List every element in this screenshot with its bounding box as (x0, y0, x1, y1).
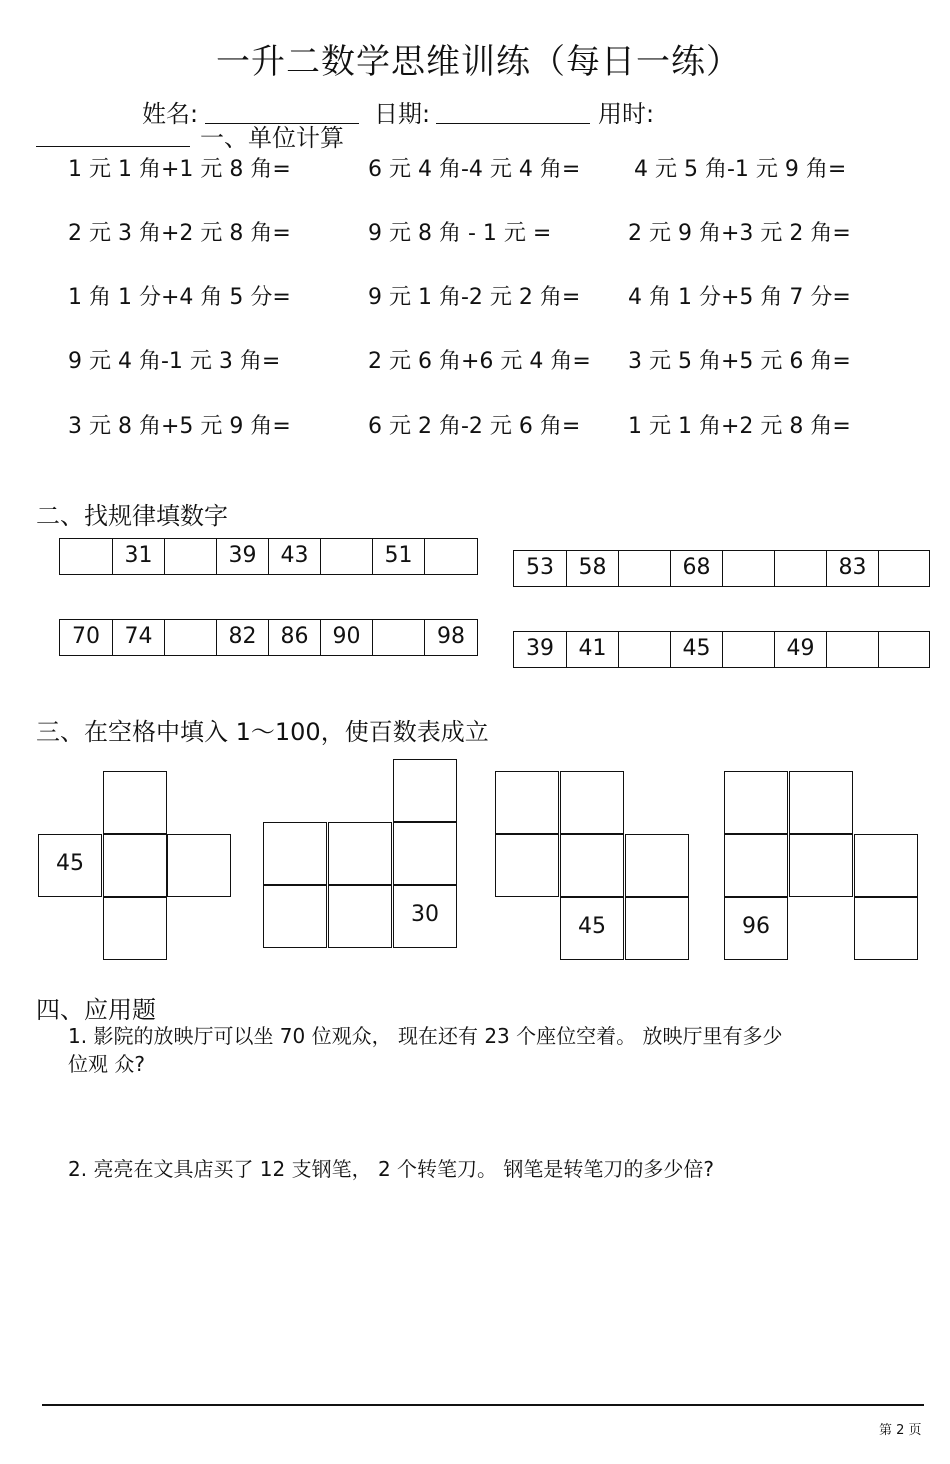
strip-cell[interactable] (878, 632, 929, 667)
name-label: 姓名: (142, 100, 199, 128)
strip-cell[interactable]: 83 (826, 551, 878, 586)
grid-cell[interactable] (789, 834, 853, 897)
strip-cell[interactable] (878, 551, 929, 586)
strip-cell[interactable]: 45 (670, 632, 722, 667)
strip-cell[interactable]: 43 (268, 539, 320, 574)
strip-cell[interactable] (618, 551, 670, 586)
page-title: 一升二数学思维训练（每日一练） (216, 42, 741, 82)
number-strip-1 (59, 538, 478, 575)
section2-heading: 二、找规律填数字 (36, 502, 228, 530)
grid-cell[interactable] (854, 834, 918, 897)
question-1-line-1: 1. 影院的放映厅可以坐 70 位观众， 现在还有 23 个座位空着。 放映厅里有多少 (68, 1024, 783, 1048)
grid-cell[interactable] (724, 834, 788, 897)
grid-cell[interactable] (103, 771, 167, 834)
grid-cell[interactable] (103, 897, 167, 960)
problem-3-2: 9 元 1 角-2 元 2 角= (368, 285, 581, 310)
page-number: 第 2 页 (879, 1423, 922, 1438)
strip-cell[interactable] (424, 539, 477, 574)
grid-cell[interactable] (167, 834, 231, 897)
strip-cell[interactable]: 98 (424, 620, 477, 655)
footer-divider (42, 1404, 924, 1406)
problem-1-1: 1 元 1 角+1 元 8 角= (68, 157, 291, 182)
grid-cell[interactable] (854, 897, 918, 960)
problem-1-3: 4 元 5 角-1 元 9 角= (634, 157, 847, 182)
question-1-line-2: 位观 众? (68, 1052, 145, 1076)
strip-cell[interactable] (320, 539, 372, 574)
problem-1-2: 6 元 4 角-4 元 4 角= (368, 157, 581, 182)
date-field[interactable] (436, 101, 590, 124)
grid-cell[interactable] (560, 834, 624, 897)
grid-cell[interactable]: 45 (38, 834, 102, 897)
number-strip-3 (59, 619, 478, 656)
strip-cell[interactable]: 31 (112, 539, 164, 574)
problem-2-3: 2 元 9 角+3 元 2 角= (628, 221, 851, 246)
strip-cell[interactable]: 39 (216, 539, 268, 574)
grid-cell[interactable] (495, 771, 559, 834)
strip-cell[interactable]: 90 (320, 620, 372, 655)
strip-cell[interactable] (826, 632, 878, 667)
strip-cell[interactable]: 51 (372, 539, 424, 574)
grid-cell[interactable] (625, 834, 689, 897)
strip-cell[interactable]: 41 (566, 632, 618, 667)
strip-cell[interactable]: 82 (216, 620, 268, 655)
grid-cell[interactable] (560, 771, 624, 834)
grid-cell[interactable] (328, 822, 392, 885)
grid-cell[interactable] (393, 822, 457, 885)
grid-cell[interactable]: 45 (560, 897, 624, 960)
strip-cell[interactable]: 53 (526, 555, 554, 580)
grid-cell[interactable] (495, 834, 559, 897)
grid-cell[interactable] (263, 885, 327, 948)
problem-5-2: 6 元 2 角-2 元 6 角= (368, 414, 581, 439)
problem-5-1: 3 元 8 角+5 元 9 角= (68, 414, 291, 439)
strip-cell[interactable]: 86 (268, 620, 320, 655)
problem-3-3: 4 角 1 分+5 角 7 分= (628, 285, 851, 310)
problem-2-1: 2 元 3 角+2 元 8 角= (68, 221, 291, 246)
grid-cell[interactable] (789, 771, 853, 834)
strip-cell[interactable] (164, 539, 216, 574)
grid-cell[interactable] (103, 834, 167, 897)
grid-cell[interactable]: 30 (393, 885, 457, 948)
strip-cell[interactable] (60, 539, 112, 574)
strip-cell[interactable] (618, 632, 670, 667)
grid-cell[interactable] (625, 897, 689, 960)
grid-cell[interactable] (724, 771, 788, 834)
section3-heading: 三、在空格中填入 1～100，使百数表成立 (36, 718, 489, 746)
date-label: 日期: (374, 100, 431, 128)
time-field[interactable] (36, 124, 190, 147)
strip-cell[interactable] (774, 551, 826, 586)
problem-4-2: 2 元 6 角+6 元 4 角= (368, 349, 591, 374)
time-label: 用时: (598, 100, 655, 128)
grid-cell[interactable] (263, 822, 327, 885)
strip-cell[interactable] (164, 620, 216, 655)
strip-cell[interactable] (722, 632, 774, 667)
grid-cell[interactable] (393, 759, 457, 822)
grid-cell[interactable] (328, 885, 392, 948)
strip-cell[interactable] (372, 620, 424, 655)
grid-cell[interactable]: 96 (724, 897, 788, 960)
strip-cell[interactable]: 58 (566, 551, 618, 586)
problem-3-1: 1 角 1 分+4 角 5 分= (68, 285, 291, 310)
problem-4-3: 3 元 5 角+5 元 6 角= (628, 349, 851, 374)
problem-2-2: 9 元 8 角 - 1 元 = (368, 221, 552, 246)
question-2: 2. 亮亮在文具店买了 12 支钢笔， 2 个转笔刀。 钢笔是转笔刀的多少倍? (68, 1157, 715, 1181)
strip-cell[interactable]: 39 (526, 636, 554, 661)
problem-4-1: 9 元 4 角-1 元 3 角= (68, 349, 281, 374)
strip-cell[interactable]: 68 (670, 551, 722, 586)
strip-cell[interactable]: 70 (72, 624, 100, 649)
problem-5-3: 1 元 1 角+2 元 8 角= (628, 414, 851, 439)
section1-heading: 一、单位计算 (200, 124, 344, 152)
strip-cell[interactable] (722, 551, 774, 586)
number-strip-4 (513, 631, 930, 668)
strip-cell[interactable]: 49 (774, 632, 826, 667)
number-strip-2 (513, 550, 930, 587)
strip-cell[interactable]: 74 (112, 620, 164, 655)
section4-heading: 四、应用题 (36, 996, 156, 1024)
